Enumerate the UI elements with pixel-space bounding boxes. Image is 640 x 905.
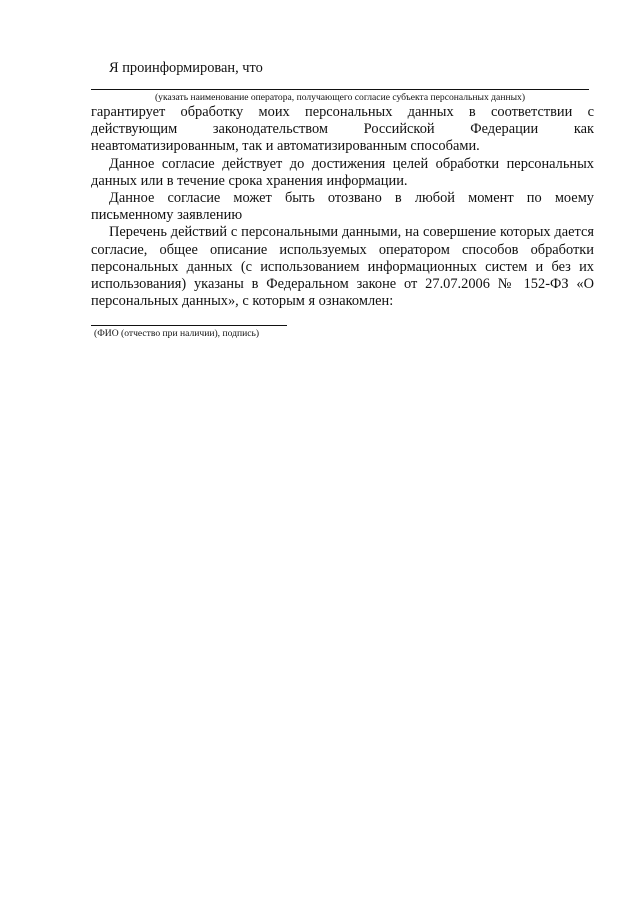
intro-text: Я проинформирован, что <box>109 60 263 76</box>
paragraph-validity: Данное согласие действует до достижения целей обработки персональных данных или в течение срока хранения информации. <box>91 155 594 189</box>
paragraph-guarantee: гарантирует обработку моих персональных данных в соответствии с действующим законодательством Российской Федерации как неавтоматизированным, так и автоматизированным способами. <box>91 104 594 155</box>
paragraph-actions-list: Перечень действий с персональными данными, на совершение которых дается согласие, общее описание используемых оператором способов обработки персональных данных (с использованием информационных систем и без их использования) указаны в Федеральном законе от 27.07.2006 № 152-ФЗ «О персональных данных», с которым я ознакомлен: <box>91 224 594 310</box>
operator-name-field-line <box>91 89 589 90</box>
paragraph-revocation: Данное согласие может быть отозвано в любой момент по моему письменному заявлению <box>91 190 594 224</box>
document-body <box>91 58 594 340</box>
operator-name-caption: (указать наименование оператора, получающего согласие субъекта персональных данных) <box>154 92 526 103</box>
signature-field-line <box>91 325 287 326</box>
signature-caption: (ФИО (отчество при наличии), подпись) <box>94 328 260 340</box>
